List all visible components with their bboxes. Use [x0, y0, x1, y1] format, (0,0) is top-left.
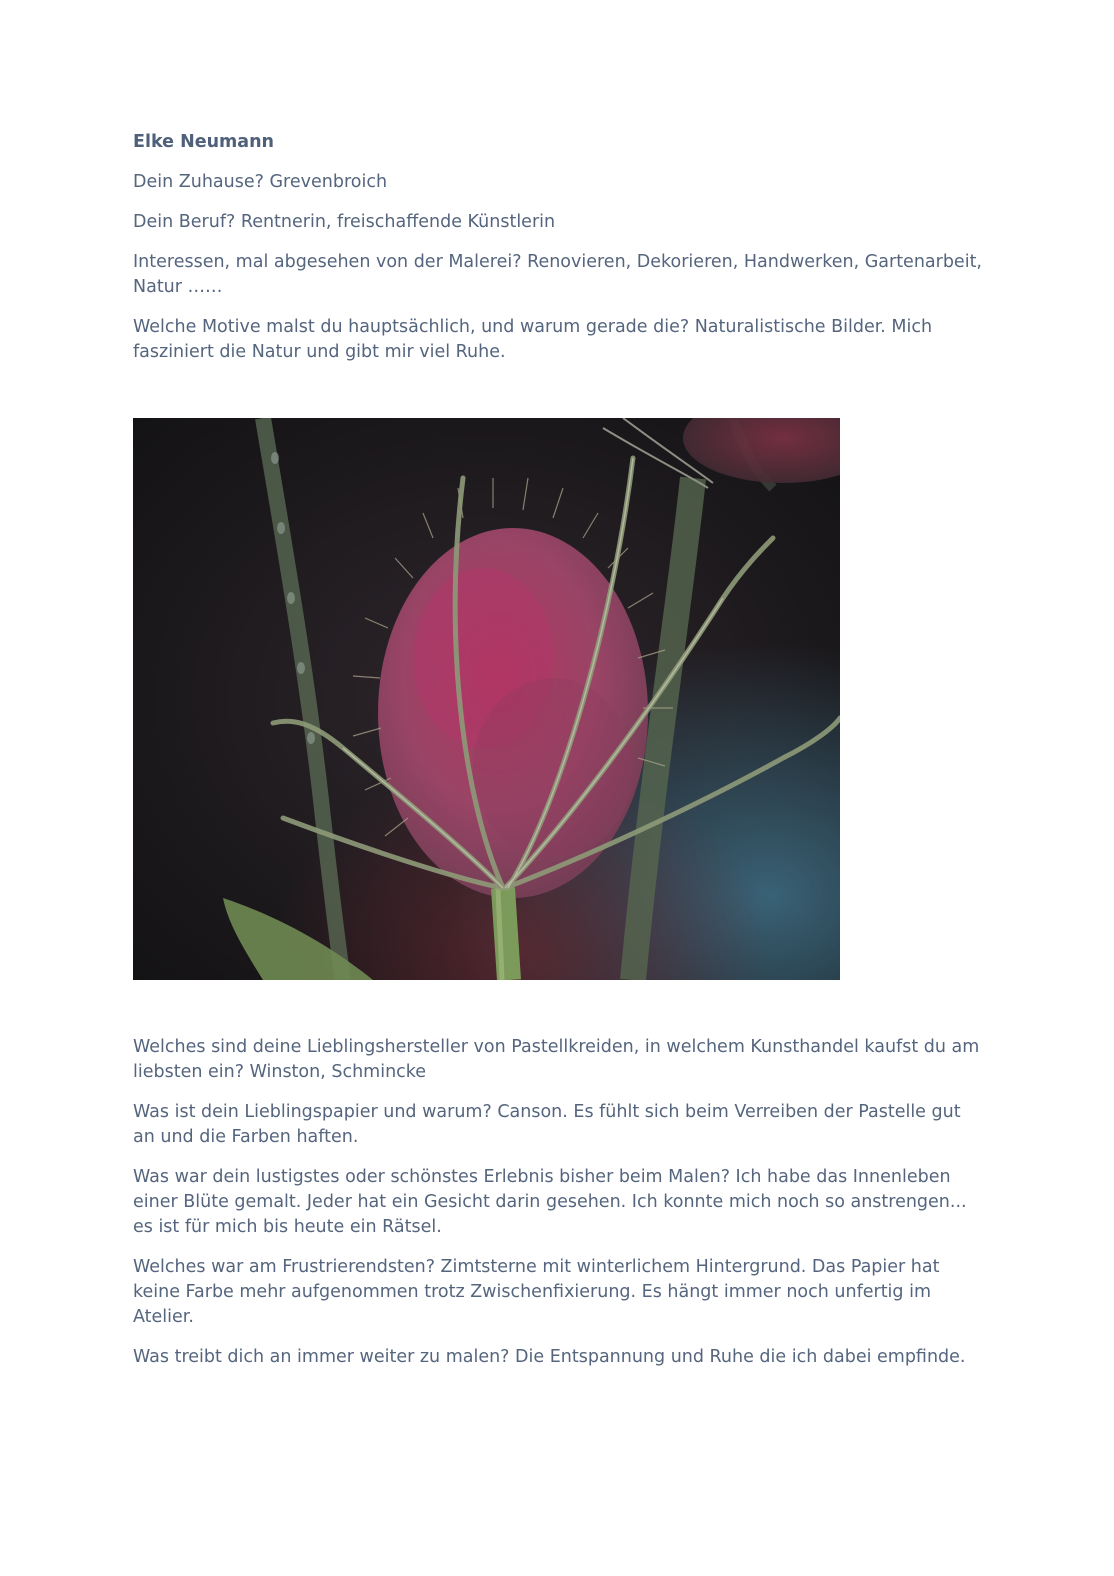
brands-answer: Welches sind deine Lieblingshersteller von Pastellkreiden, in welchem Kunsthandel kaufst du am liebsten ein? Winston, Schmincke [133, 1037, 980, 1082]
document-body [133, 130, 983, 1385]
frustrating-experience-answer: Welches war am Frustrierendsten? Zimtsterne mit winterlichem Hintergrund. Das Papier hat keine Farbe mehr aufgenommen trotz Zwischenfixierung. Es hängt immer noch unfertig im Atelier. [133, 1257, 940, 1327]
home-answer: Dein Zuhause? Grevenbroich [133, 172, 388, 192]
motivation-answer: Was treibt dich an immer weiter zu malen? Die Entspannung und Ruhe die ich dabei empfinde. [133, 1347, 966, 1367]
paper-answer: Was ist dein Lieblingspapier und warum? Canson. Es fühlt sich beim Verreiben der Pastelle gut an und die Farben haften. [133, 1102, 961, 1147]
job-answer: Dein Beruf? Rentnerin, freischaffende Künstlerin [133, 212, 556, 232]
teasel-painting-image [133, 418, 840, 980]
motifs-answer: Welche Motive malst du hauptsächlich, und warum gerade die? Naturalistische Bilder. Mich fasziniert die Natur und gibt mir viel Ruhe. [133, 317, 933, 362]
artist-name: Elke Neumann [133, 132, 275, 152]
funny-experience-answer: Was war dein lustigstes oder schönstes Erlebnis bisher beim Malen? Ich habe das Innenleben einer Blüte gemalt. Jeder hat ein Gesicht darin gesehen. Ich konnte mich noch so anstrengen... es ist für mich bis heute ein Rätsel. [133, 1167, 967, 1237]
interests-answer: Interessen, mal abgesehen von der Malerei? Renovieren, Dekorieren, Handwerken, Gartenarbeit, Natur …… [133, 252, 982, 297]
